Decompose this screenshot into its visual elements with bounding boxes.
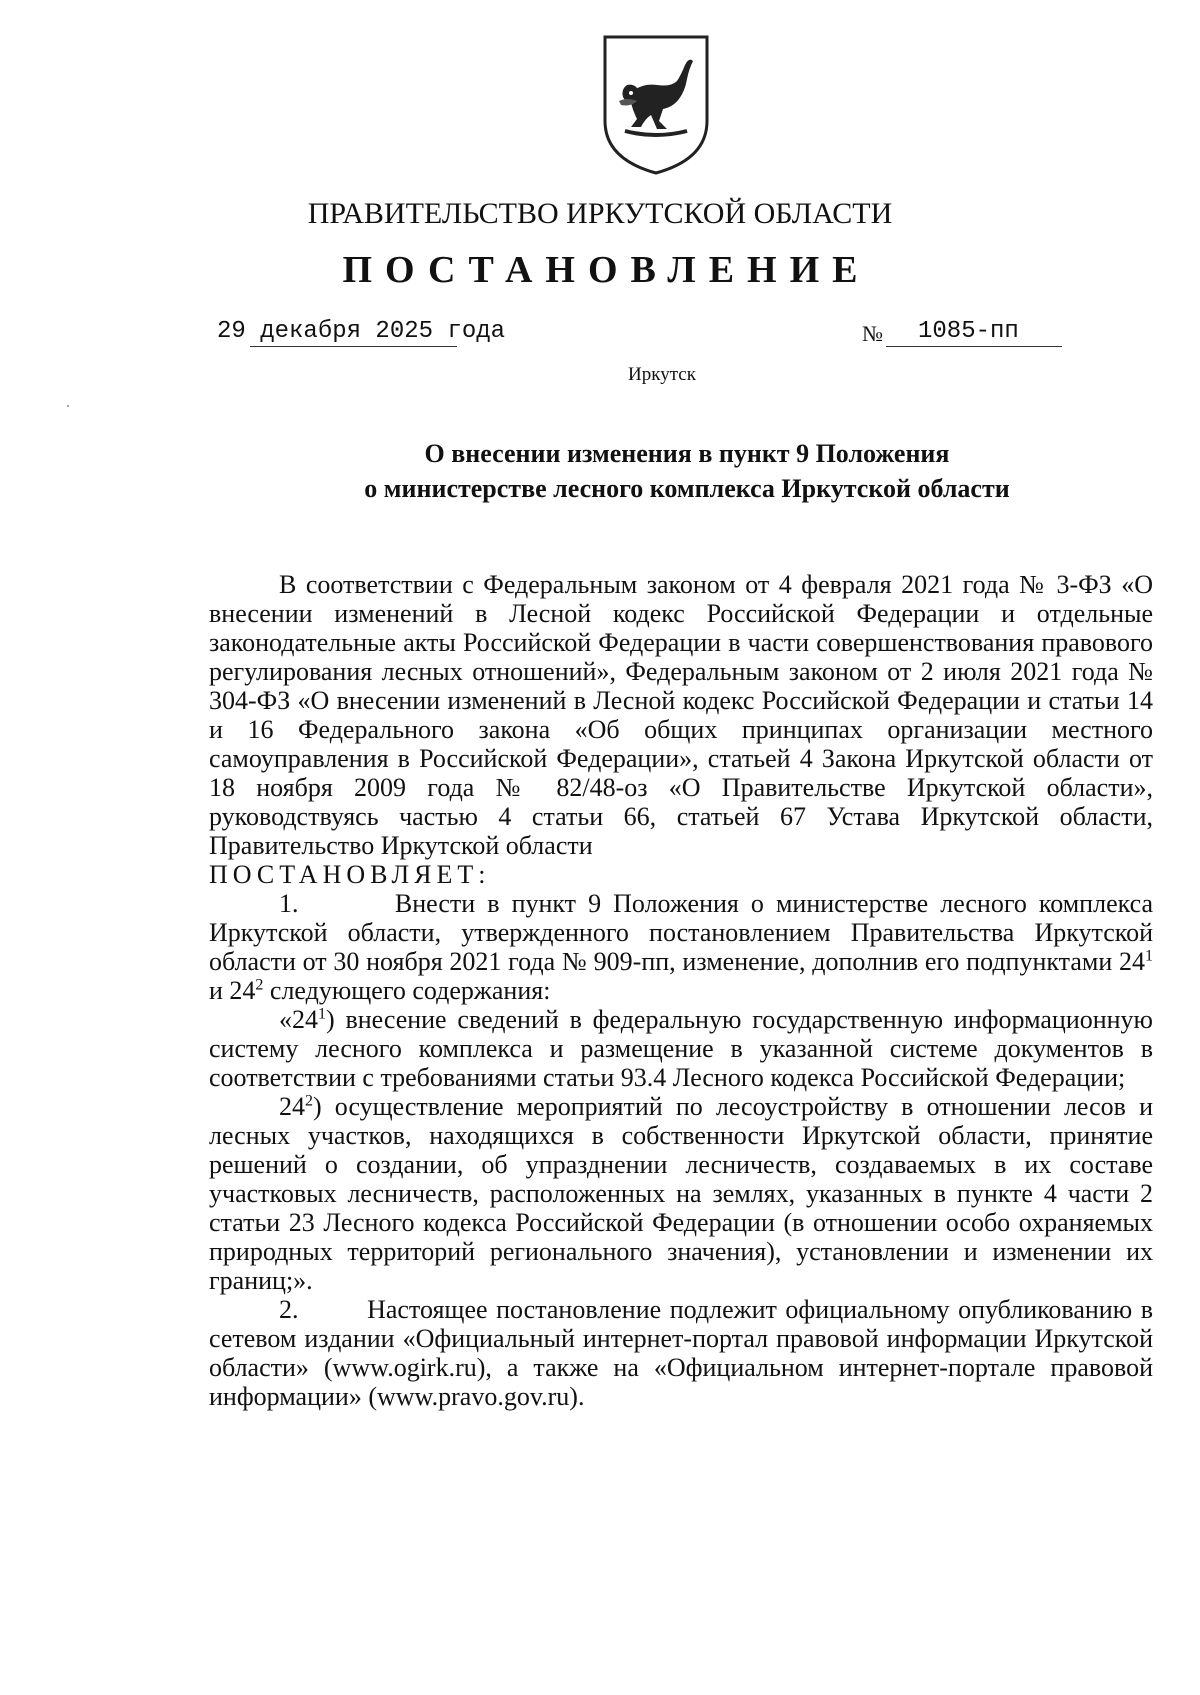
- item-1-text-a: Внести в пункт 9 Положения о министерстве лесного комплекса Иркутской области, утвержденного постановлением Правительства Иркутской области от 30 ноября 2021 года № 909-пп, изменение, дополнив его подпунктами 24: [209, 889, 1153, 976]
- subitem-24-2-sup: 2: [305, 1092, 313, 1110]
- number-sign: №: [862, 321, 883, 346]
- number-underline: [886, 346, 1062, 347]
- item-1-sup-1: 1: [1145, 947, 1153, 965]
- subitem-24-1-paragraph: [209, 1005, 1153, 1092]
- date-underline: [250, 346, 457, 347]
- subitem-24-2-paragraph: [209, 1092, 1153, 1295]
- item-1-text-c: следующего содержания:: [263, 976, 551, 1005]
- item-1-paragraph: [209, 889, 1153, 1005]
- item-2-paragraph: [209, 1295, 1153, 1411]
- item-2-text: Настоящее постановление подлежит официальному опубликованию в сетевом издании «Официальный интернет-портал правовой информации Иркутской области» (www.ogirk.ru), а также на «Официальном интернет-портале правовой информации» (www.pravo.gov.ru).: [209, 1295, 1153, 1411]
- subject-line-1: О внесении изменения в пункт 9 Положения: [424, 439, 950, 468]
- item-2-number: 2.: [279, 1295, 299, 1324]
- document-subject: [0, 436, 1200, 506]
- document-number: 1085-пп: [918, 318, 1019, 345]
- scan-speck: [67, 405, 69, 407]
- subitem-24-2-open: 24: [279, 1092, 305, 1121]
- document-type-title: ПОСТАНОВЛЕНИЕ: [342, 249, 871, 291]
- subject-line-2: о министерстве лесного комплекса Иркутской области: [364, 474, 1010, 503]
- subitem-24-1-open: «24: [279, 1005, 318, 1034]
- irkutsk-coat-of-arms-icon: [601, 35, 711, 175]
- subitem-24-1-sup: 1: [318, 1005, 326, 1023]
- item-1-text-b: и 24: [209, 976, 256, 1005]
- subitem-24-1-text: ) внесение сведений в федеральную государственную информационную систему лесного комплекса и размещение в указанной системе документов в соответствии с требованиями статьи 93.4 Лесного кодекса Российской Федерации;: [209, 1005, 1153, 1092]
- organization-name: ПРАВИТЕЛЬСТВО ИРКУТСКОЙ ОБЛАСТИ: [307, 197, 893, 230]
- document-city: Иркутск: [628, 364, 696, 385]
- subitem-24-2-text: ) осуществление мероприятий по лесоустройству в отношении лесов и лесных участков, находящихся в собственности Иркутской области, принятие решений о создании, об упразднении лесничеств, создаваемых в их составе участковых лесничеств, расположенных на землях, указанных в пункте 4 части 2 статьи 23 Лесного кодекса Российской Федерации (в отношении особо охраняемых природных территорий регионального значения), установлении и изменении их границ;».: [209, 1092, 1153, 1295]
- document-date: 29 декабря 2025 года: [217, 318, 506, 345]
- item-1-number: 1.: [279, 889, 299, 918]
- decree-word: ПОСТАНОВЛЯЕТ:: [209, 860, 491, 889]
- preamble-paragraph: В соответствии с Федеральным законом от 4 февраля 2021 года № 3-ФЗ «О внесении изменений в Лесной кодекс Российской Федерации и отдельные законодательные акты Российской Федерации в части совершенствования правового регулирования лесных отношений», Федеральным законом от 2 июля 2021 года № 304-ФЗ «О внесении изменений в Лесной кодекс Российской Федерации и статьи 14 и 16 Федерального закона «Об общих принципах организации местного самоуправления в Российской Федерации», статьей 4 Закона Иркутской области от 18 ноября 2009 года № 82/48-оз «О Правительстве Иркутской области», руководствуясь частью 4 статьи 66, статьей 67 Устава Иркутской области, Правительство Иркутской области: [209, 570, 1153, 860]
- document-body: [209, 570, 1153, 1411]
- item-1-sup-2: 2: [255, 976, 264, 994]
